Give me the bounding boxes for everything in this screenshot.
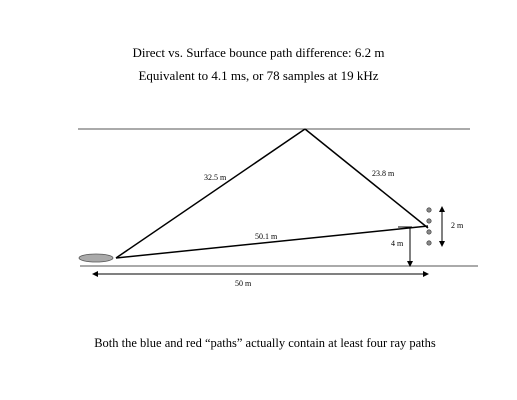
incident-path-label: 32.5 m: [204, 173, 227, 182]
hydrophone-1: [427, 208, 431, 212]
hydrophone-4: [427, 241, 431, 245]
array-span-label: 2 m: [451, 221, 464, 230]
hydrophone-2: [427, 219, 431, 223]
direct-path-label: 50.1 m: [255, 232, 278, 241]
footnote: Both the blue and red “paths” actually contain at least four ray paths: [94, 336, 436, 350]
receiver-depth-label: 4 m: [391, 239, 404, 248]
direct-ray: [116, 226, 428, 258]
hydrophone-3: [427, 230, 431, 234]
reflected-path-label: 23.8 m: [372, 169, 395, 178]
title-line-1: Direct vs. Surface bounce path difference: 6.2 m: [132, 45, 385, 60]
reflected-ray: [305, 129, 428, 228]
source-ellipse: [79, 254, 113, 262]
title-line-2: Equivalent to 4.1 ms, or 78 samples at 19 kHz: [138, 68, 379, 83]
range-label: 50 m: [235, 279, 252, 288]
